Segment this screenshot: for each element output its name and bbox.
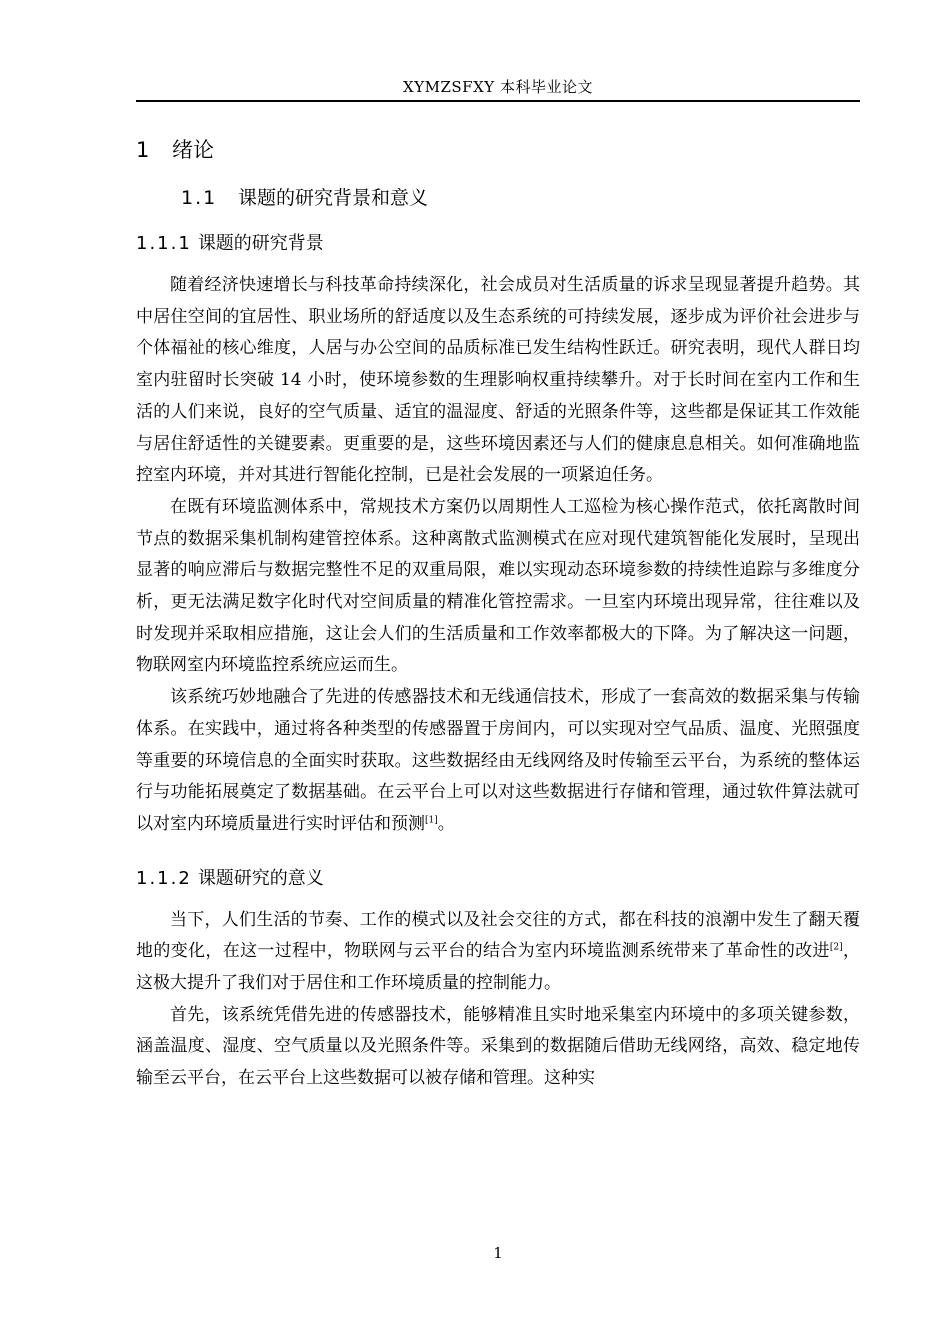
subsection-heading-1	[136, 224, 860, 264]
page-body	[136, 128, 860, 1095]
paragraph-1: 随着经济快速增长与科技革命持续深化，社会成员对生活质量的诉求呈现显著提升趋势。其中居住空间的宜居性、职业场所的舒适度以及生态系统的可持续发展，逐步成为评价社会进步与个体福祉的核心维度，人居与办公空间的品质标准已发生结构性跃迁。研究表明，现代人群日均室内驻留时长突破 14 小时，使环境参数的生理影响权重持续攀升。对于长时间在室内工作和生活的人们来说，良好的空气质量、适宜的温湿度、舒适的光照条件等，这些都是保证其工作效能与居住舒适性的关键要素。更重要的是，这些环境因素还与人们的健康息息相关。如何准确地监控室内环境，并对其进行智能化控制，已是社会发展的一项紧迫任务。	[136, 275, 860, 486]
paragraph-5: 首先，该系统凭借先进的传感器技术，能够精准且实时地采集室内环境中的多项关键参数，涵盖温度、湿度、空气质量以及光照条件等。采集到的数据随后借助无线网络，高效、稳定地传输至云平台，在云平台上这些数据可以被存储和管理。这种实	[136, 1004, 860, 1089]
subsection-title-1: 课题的研究背景	[197, 233, 324, 254]
chapter-number: 1	[136, 138, 150, 162]
page-header: XYMZSFXY 本科毕业论文	[403, 78, 593, 96]
subsection-number-2: 1.1.2	[136, 867, 192, 889]
paragraph-2: 在既有环境监测体系中，常规技术方案仍以周期性人工巡检为核心操作范式，依托离散时间节点的数据采集机制构建管控体系。这种离散式监测模式在应对现代建筑智能化发展时，呈现出显著的响应滞后与数据完整性不足的双重局限，难以实现动态环境参数的持续性追踪与多维度分析，更无法满足数字化时代对空间质量的精准化管控需求。一旦室内环境出现异常，往往难以及时发现并采取相应措施，这让会人们的生活质量和工作效率都极大的下降。为了解决这一问题，物联网室内环境监控系统应运而生。	[136, 496, 860, 676]
paragraph-3	[136, 682, 860, 841]
section-title: 课题的研究背景和意义	[238, 187, 429, 209]
section-number: 1.1	[181, 187, 218, 209]
citation-1: [1]	[425, 815, 438, 826]
section-heading	[136, 178, 860, 218]
subsection-title-2: 课题研究的意义	[197, 867, 324, 889]
paragraph-3-text: 该系统巧妙地融合了先进的传感器技术和无线通信技术，形成了一套高效的数据采集与传输体系。在实践中，通过将各种类型的传感器置于房间内，可以实现对空气品质、温度、光照强度等重要的环境信息的全面实时获取。这些数据经由无线网络及时传输至云平台，为系统的整体运行与功能拓展奠定了数据基础。在云平台上可以对这些数据进行存储和管理，通过软件算法就可以对室内环境质量进行实时评估和预测	[136, 687, 860, 834]
citation-2: [2]	[829, 942, 843, 953]
paragraph-4-ending: ，这极大提升了我们对于居住和工作环境质量的控制能力。	[136, 941, 861, 994]
paragraph-3-ending: 。	[437, 813, 455, 834]
header-divider	[136, 100, 860, 102]
paragraph-4	[136, 905, 860, 1000]
subsection-number-1: 1.1.1	[136, 233, 192, 254]
chapter-heading	[136, 128, 860, 172]
chapter-title: 绪论	[172, 138, 214, 162]
page-number: 1	[493, 1244, 503, 1262]
paragraph-4-text: 当下，人们生活的节奏、工作的模式以及社会交往的方式，都在科技的浪潮中发生了翻天覆地的变化，在这一过程中，物联网与云平台的结合为室内环境监测系统带来了革命性的改进	[136, 909, 860, 962]
subsection-heading-2	[136, 859, 860, 899]
